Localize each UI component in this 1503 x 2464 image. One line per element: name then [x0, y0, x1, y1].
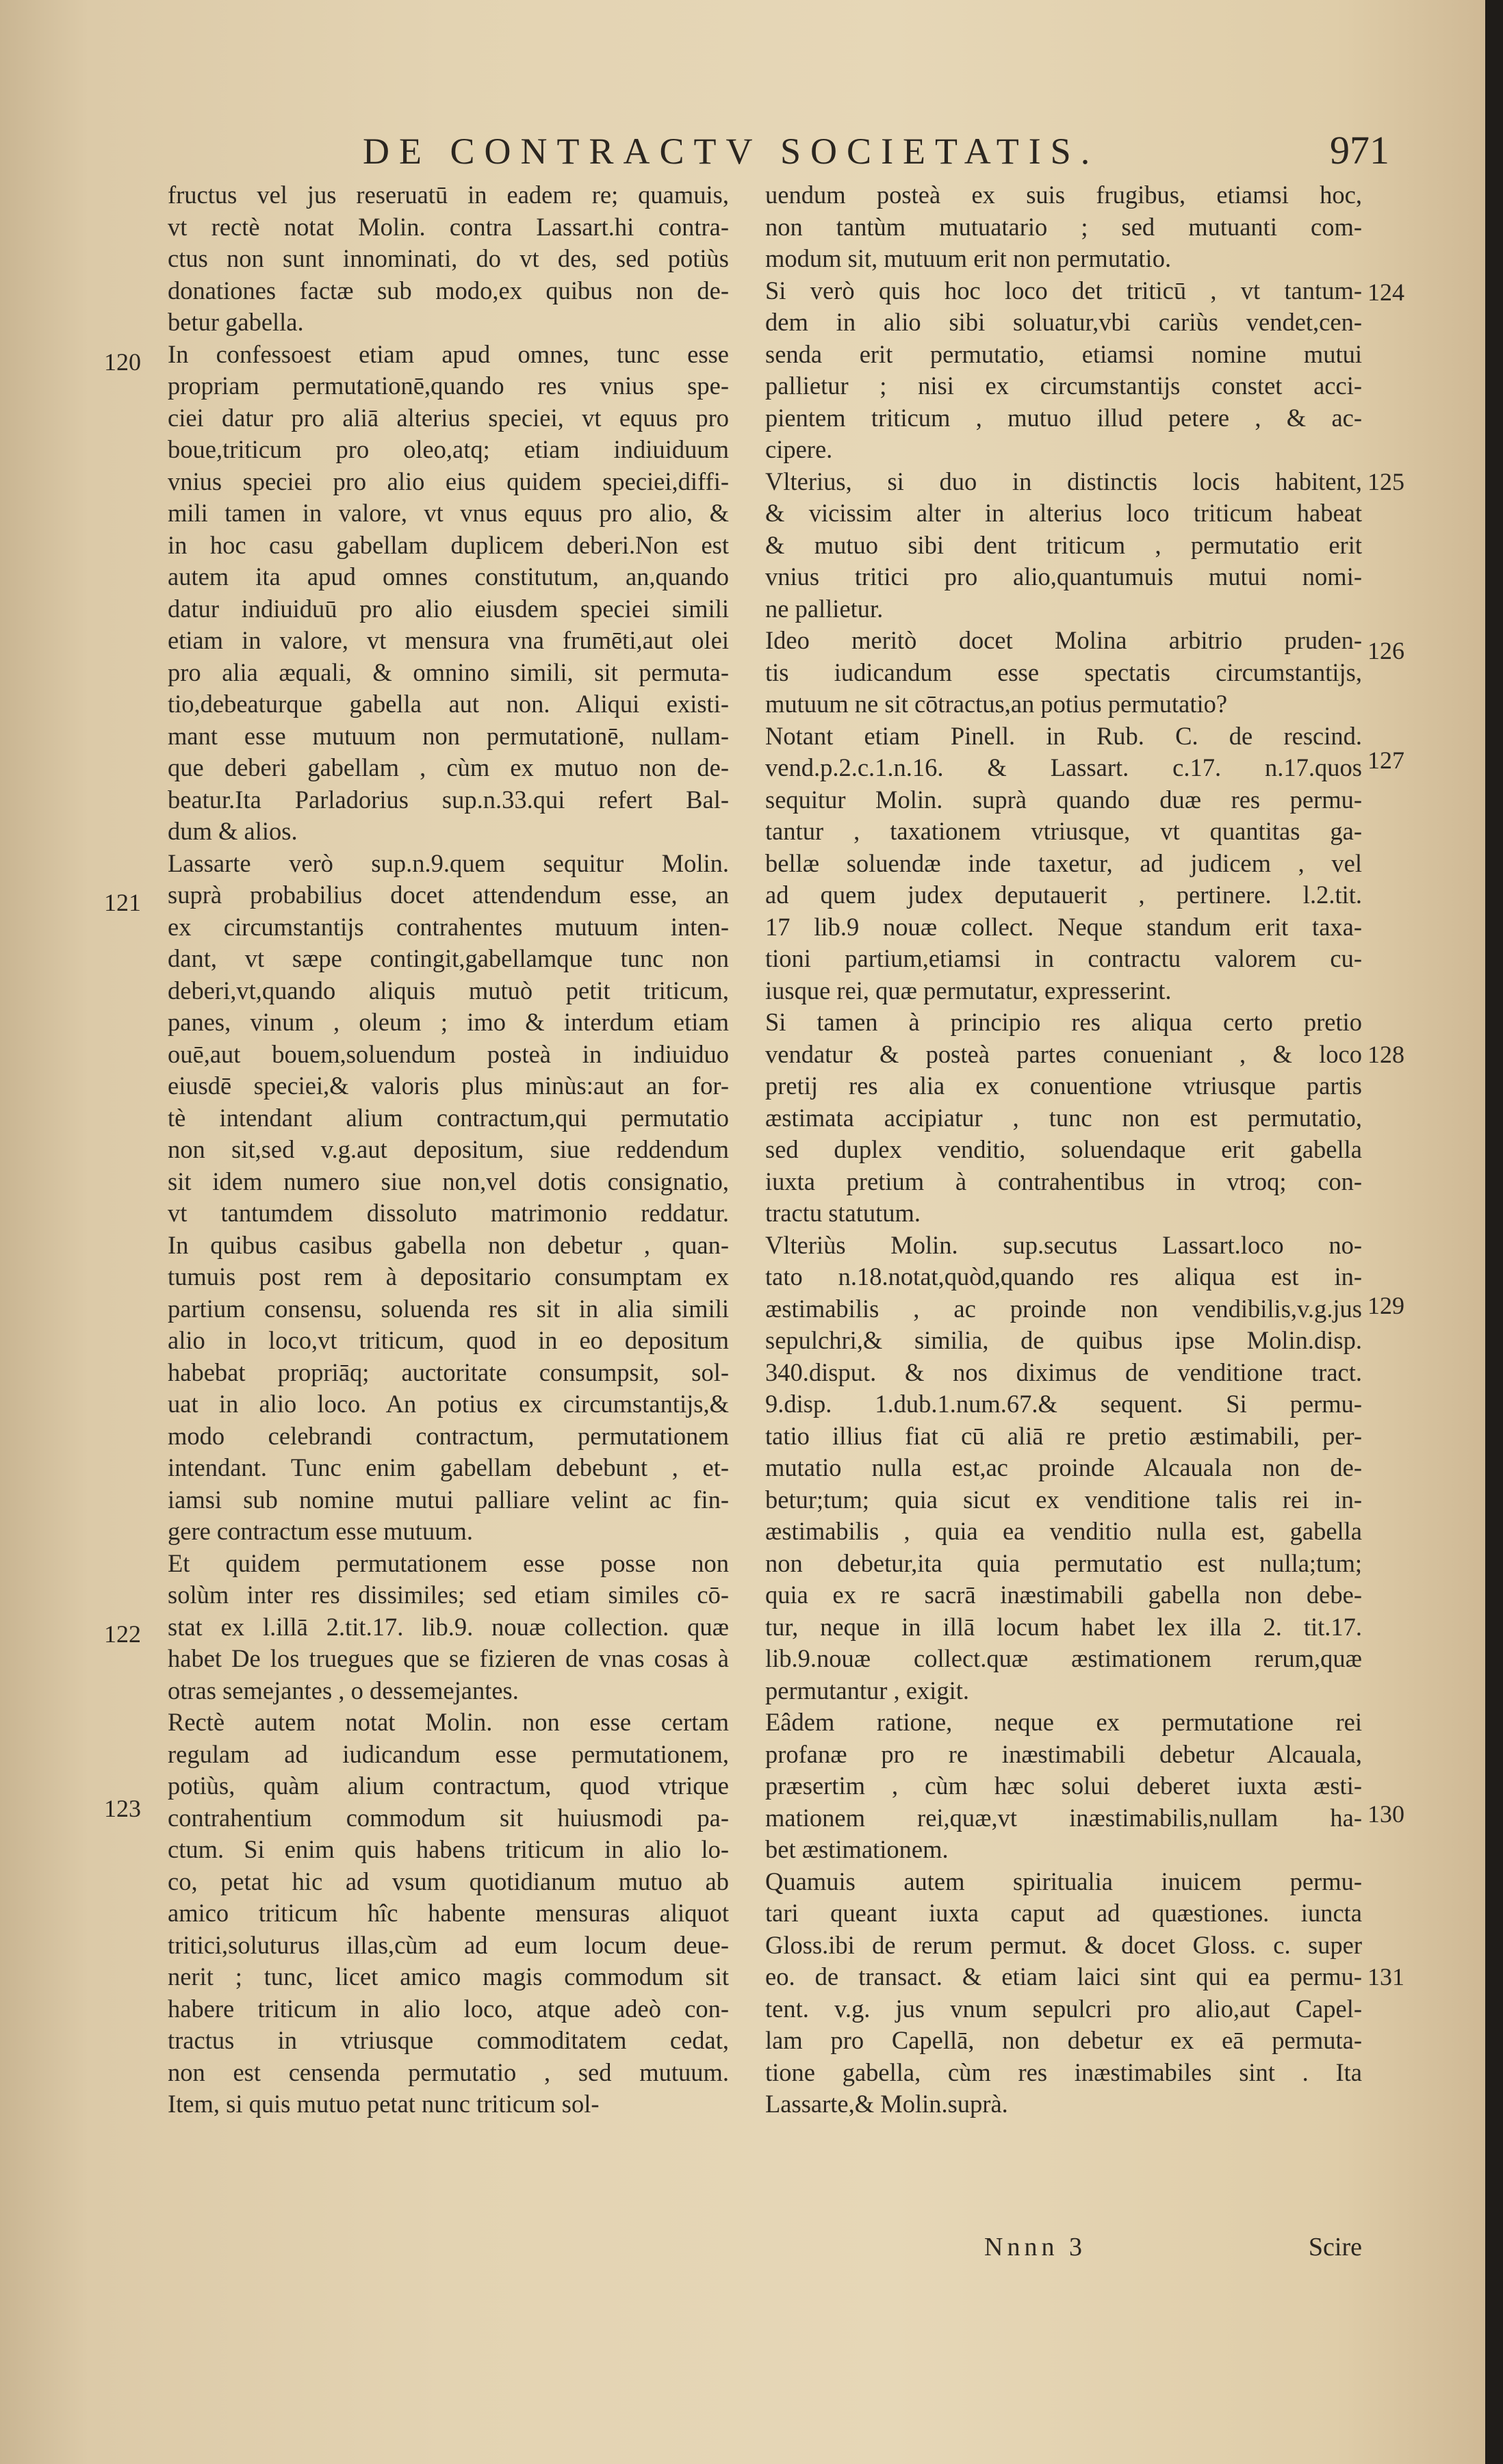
text-line: tractus in vtriusque commoditatem cedat,	[168, 2026, 729, 2054]
page-number: 971	[1330, 128, 1389, 172]
margin-number: 124	[1367, 278, 1404, 306]
text-line: & mutuo sibi dent triticum , permutatio erit	[765, 530, 1362, 559]
text-line: lam pro Capellā, non debetur ex eā permuta-	[765, 2026, 1362, 2054]
text-line: ctus non sunt innominati, do vt des, sed potiùs	[168, 244, 729, 272]
text-line: tis iudicandum esse spectatis circumstantijs,	[765, 658, 1362, 686]
text-line: æstimabilis , ac proinde non vendibilis,v.g.jus	[765, 1294, 1362, 1323]
margin-number: 129	[1367, 1292, 1404, 1319]
text-line: cipere.	[765, 435, 833, 463]
text-line: tari queant iuxta caput ad quæstiones. iuncta	[765, 1899, 1362, 1927]
text-line: non est censenda permutatio , sed mutuum.	[168, 2058, 729, 2086]
text-line: non tantùm mutuatario ; sed mutuanti com-	[765, 212, 1362, 241]
text-line: eo. de transact. & etiam laici sint qui ea permu-	[765, 1962, 1362, 1990]
text-line: donationes factæ sub modo,ex quibus non de-	[168, 276, 729, 304]
margin-number: 127	[1367, 747, 1404, 774]
margin-number: 122	[104, 1620, 141, 1648]
text-line: Vlterius, si duo in distinctis locis habitent,	[765, 467, 1362, 495]
text-line: ciei datur pro aliā alterius speciei, vt equus pro	[168, 403, 729, 432]
text-line: pro alia æquali, & omnino simili, sit permuta-	[168, 658, 729, 686]
text-line: tantur , taxationem vtriusque, vt quantitas ga-	[765, 817, 1362, 845]
text-line: non sit,sed v.g.aut depositum, siue reddendum	[168, 1135, 729, 1163]
text-line: vt tantumdem dissoluto matrimonio reddatur.	[168, 1199, 729, 1227]
text-line: nerit ; tunc, licet amico magis commodum sit	[168, 1962, 729, 1990]
left-column	[168, 179, 729, 2121]
margin-number: 121	[104, 889, 141, 916]
text-line: mant esse mutuum non permutationē, nullam-	[168, 721, 729, 750]
text-line: Ideo meritò docet Molina arbitrio pruden-	[765, 626, 1362, 654]
text-line: tè intendant alium contractum,qui permutatio	[168, 1103, 729, 1132]
text-line: mili tamen in valore, vt vnus equus pro alio, &	[168, 499, 729, 527]
text-line: dem in alio sibi soluatur,vbi cariùs vendet,cen-	[765, 308, 1362, 336]
text-line: 340.disput. & nos diximus de venditione tract.	[765, 1358, 1362, 1386]
text-line: æstimata accipiatur , tunc non est permutatio,	[765, 1103, 1362, 1132]
book-gutter-edge	[1485, 0, 1503, 2464]
margin-number: 128	[1367, 1041, 1404, 1068]
text-line: ex circumstantijs contrahentes mutuum inten-	[168, 912, 729, 941]
margin-number: 120	[104, 348, 141, 376]
text-line: ne pallietur.	[765, 594, 884, 623]
text-line: tent. v.g. jus vnum sepulcri pro alio,aut Capel-	[765, 1994, 1362, 2023]
text-line: In confessoest etiam apud omnes, tunc esse	[168, 339, 729, 368]
text-line: tractu statutum.	[765, 1199, 921, 1227]
text-line: Rectè autem notat Molin. non esse certam	[168, 1708, 729, 1736]
text-line: contrahentium commodum sit huiusmodi pa-	[168, 1803, 729, 1832]
text-line: sequitur Molin. suprà quando duæ res permu-	[765, 785, 1362, 814]
text-line: pretij res alia ex conuentione vtriusque partis	[765, 1072, 1362, 1100]
text-line: Lassarte verò sup.n.9.quem sequitur Molin.	[168, 848, 729, 877]
text-line: autem ita apud omnes constitutum, an,quando	[168, 562, 729, 591]
text-line: vendatur & posteà partes conueniant , & loco	[765, 1039, 1362, 1068]
text-line: iuxta pretium à contrahentibus in vtroq; con-	[765, 1167, 1362, 1195]
text-line: tioni partium,etiamsi in contractu valorem cu-	[765, 944, 1362, 972]
text-line: non debetur,ita quia permutatio est nulla;tum;	[765, 1548, 1362, 1577]
text-line: tatio illius fiat cū aliā re pretio æstimabili, per-	[765, 1421, 1362, 1450]
text-line: tio,debeaturque gabella aut non. Aliqui existi-	[168, 690, 729, 718]
text-line: tumuis post rem à depositario consumptam ex	[168, 1262, 729, 1291]
text-line: deberi,vt,quando aliquis mutuò petit triticum,	[168, 976, 729, 1004]
text-line: panes, vinum , oleum ; imo & interdum etiam	[168, 1008, 729, 1036]
text-line: præsertim , cùm hæc solui deberet iuxta æsti-	[765, 1772, 1362, 1800]
margin-number: 123	[104, 1795, 141, 1822]
text-line: ctum. Si enim quis habens triticum in alio lo-	[168, 1835, 729, 1863]
margin-number: 125	[1367, 468, 1404, 495]
text-line: habet De los truegues que se fizieren de vnas cosas à	[168, 1644, 729, 1672]
text-line: lib.9.nouæ collect.quæ æstimationem rerum,quæ	[765, 1644, 1362, 1672]
text-line: regulam ad iudicandum esse permutationem,	[168, 1739, 729, 1768]
text-line: sed duplex venditio, soluendaque erit gabella	[765, 1135, 1362, 1163]
text-line: modum sit, mutuum erit non permutatio.	[765, 244, 1172, 272]
text-line: permutantur , exigit.	[765, 1676, 970, 1704]
catchword: Scire	[1308, 2233, 1362, 2261]
text-line: iamsi sub nomine mutui palliare velint ac fin-	[168, 1485, 729, 1514]
text-line: vend.p.2.c.1.n.16. & Lassart. c.17. n.17.quos	[765, 753, 1362, 781]
text-line: propriam permutationē,quando res vnius spe-	[168, 372, 729, 400]
margin-number: 130	[1367, 1800, 1404, 1828]
text-line: Vlteriùs Molin. sup.secutus Lassart.loco no-	[765, 1230, 1362, 1259]
text-line: tritici,soluturus illas,cùm ad eum locum deue-	[168, 1930, 729, 1959]
text-line: iusque rei, quæ permutatur, expresserint.	[765, 976, 1172, 1004]
text-line: etiam in valore, vt mensura vna frumēti,aut olei	[168, 626, 729, 654]
text-line: betur gabella.	[168, 308, 304, 336]
text-line: potiùs, quàm alium contractum, quod vtrique	[168, 1772, 729, 1800]
margin-number: 126	[1367, 637, 1404, 664]
text-line: Eâdem ratione, neque ex permutatione rei	[765, 1708, 1362, 1736]
right-column	[765, 179, 1362, 2121]
text-line: intendant. Tunc enim gabellam debebunt , et-	[168, 1453, 729, 1481]
text-line: pallietur ; nisi ex circumstantijs constet acci-	[765, 372, 1362, 400]
text-line: sit idem numero siue non,vel dotis consignatio,	[168, 1167, 729, 1195]
text-line: senda erit permutatio, etiamsi nomine mutui	[765, 339, 1362, 368]
text-line: betur;tum; quia sicut ex venditione talis rei in-	[765, 1485, 1362, 1514]
text-line: Si verò quis hoc loco det triticū , vt tantum-	[765, 276, 1362, 304]
text-line: dant, vt sæpe contingit,gabellamque tunc non	[168, 944, 729, 972]
text-line: mutuum ne sit cōtractus,an potius permutatio?	[765, 690, 1228, 718]
text-line: vnius tritici pro alio,quantumuis mutui nomi-	[765, 562, 1362, 591]
text-line: tato n.18.notat,quòd,quando res aliqua est in-	[765, 1262, 1362, 1291]
text-line: fructus vel jus reseruatū in eadem re; quamuis,	[168, 181, 729, 209]
running-title: DE CONTRACTV SOCIETATIS.	[363, 131, 1100, 172]
text-line: Notant etiam Pinell. in Rub. C. de rescind.	[765, 721, 1362, 750]
text-line: ad quem judex deputauerit , pertinere. l.2.tit.	[765, 881, 1362, 909]
page-footer	[765, 2232, 1362, 2266]
text-line: ouē,aut bouem,soluendum posteà in indiuiduo	[168, 1039, 729, 1068]
text-line: & vicissim alter in alterius loco triticum habeat	[765, 499, 1362, 527]
text-line: sepulchri,& similia, de quibus ipse Molin.disp.	[765, 1326, 1362, 1354]
page-header	[363, 130, 1389, 178]
text-line: solùm inter res dissimiles; sed etiam similes cō-	[168, 1581, 729, 1609]
text-line: datur indiuiduū pro alio eiusdem speciei simili	[168, 594, 729, 623]
text-line: æstimabilis , quia ea venditio nulla est, gabella	[765, 1517, 1362, 1545]
margin-number: 131	[1367, 1963, 1404, 1990]
text-line: bellæ soluendæ inde taxetur, ad judicem , vel	[765, 848, 1362, 877]
text-line: vnius speciei pro alio eius quidem speciei,diffi-	[168, 467, 729, 495]
text-line: uat in alio loco. An potius ex circumstantijs,&	[168, 1390, 729, 1418]
text-line: profanæ pro re inæstimabili debetur Alcauala,	[765, 1739, 1362, 1768]
text-line: 17 lib.9 nouæ collect. Neque standum erit taxa-	[765, 912, 1362, 941]
text-line: uendum posteà ex suis frugibus, etiamsi hoc,	[765, 181, 1362, 209]
text-line: amico triticum hîc habente mensuras aliquot	[168, 1899, 729, 1927]
text-line: co, petat hic ad vsum quotidianum mutuo ab	[168, 1867, 729, 1895]
signature-mark: Nnnn 3	[984, 2233, 1086, 2261]
text-line: habere triticum in alio loco, atque adeò con-	[168, 1994, 729, 2023]
text-line: habebat propriāq; auctoritate consumpsit, sol-	[168, 1358, 729, 1386]
text-line: quia ex re sacrā inæstimabili gabella non debe-	[765, 1581, 1362, 1609]
text-line: partium consensu, soluenda res sit in alia simili	[168, 1294, 729, 1323]
text-line: eiusdē speciei,& valoris plus minùs:aut an for-	[168, 1072, 729, 1100]
text-line: tione gabella, cùm res inæstimabiles sint . Ita	[765, 2058, 1362, 2086]
text-line: bet æstimationem.	[765, 1835, 949, 1863]
text-line: alio in loco,vt triticum, quod in eo depositum	[168, 1326, 729, 1354]
text-line: In quibus casibus gabella non debetur , quan-	[168, 1230, 729, 1259]
text-line: tur, neque in illā locum habet lex illa 2. tit.17.	[765, 1612, 1362, 1641]
text-line: 9.disp. 1.dub.1.num.67.& sequent. Si permu-	[765, 1390, 1362, 1418]
text-line: Item, si quis mutuo petat nunc triticum sol-	[168, 2090, 600, 2118]
text-line: Gloss.ibi de rerum permut. & docet Gloss. c. super	[765, 1930, 1362, 1959]
text-line: Quamuis autem spiritualia inuicem permu-	[765, 1867, 1362, 1895]
text-line: boue,triticum pro oleo,atq; etiam indiuiduum	[168, 435, 729, 463]
text-line: otras semejantes , o dessemejantes.	[168, 1676, 519, 1704]
text-line: beatur.Ita Parladorius sup.n.33.qui refert Bal-	[168, 785, 729, 814]
text-line: Et quidem permutationem esse posse non	[168, 1548, 729, 1577]
text-line: gere contractum esse mutuum.	[168, 1517, 473, 1545]
text-line: vt rectè notat Molin. contra Lassart.hi contra-	[168, 212, 729, 241]
text-line: stat ex l.illā 2.tit.17. lib.9. nouæ collection. quæ	[168, 1612, 729, 1641]
text-line: dum & alios.	[168, 817, 298, 845]
text-line: mutatio nulla est,ac proinde Alcauala non de-	[765, 1453, 1362, 1481]
text-line: mationem rei,quæ,vt inæstimabilis,nullam ha-	[765, 1803, 1362, 1832]
text-line: in hoc casu gabellam duplicem deberi.Non est	[168, 530, 729, 559]
text-line: Lassarte,& Molin.suprà.	[765, 2090, 1008, 2118]
text-line: Si tamen à principio res aliqua certo pretio	[765, 1008, 1362, 1036]
text-line: que deberi gabellam , cùm ex mutuo non de-	[168, 753, 729, 781]
text-line: pientem triticum , mutuo illud petere , & ac-	[765, 403, 1362, 432]
text-line: suprà probabilius docet attendendum esse, an	[168, 881, 729, 909]
text-line: modo celebrandi contractum, permutationem	[168, 1421, 729, 1450]
